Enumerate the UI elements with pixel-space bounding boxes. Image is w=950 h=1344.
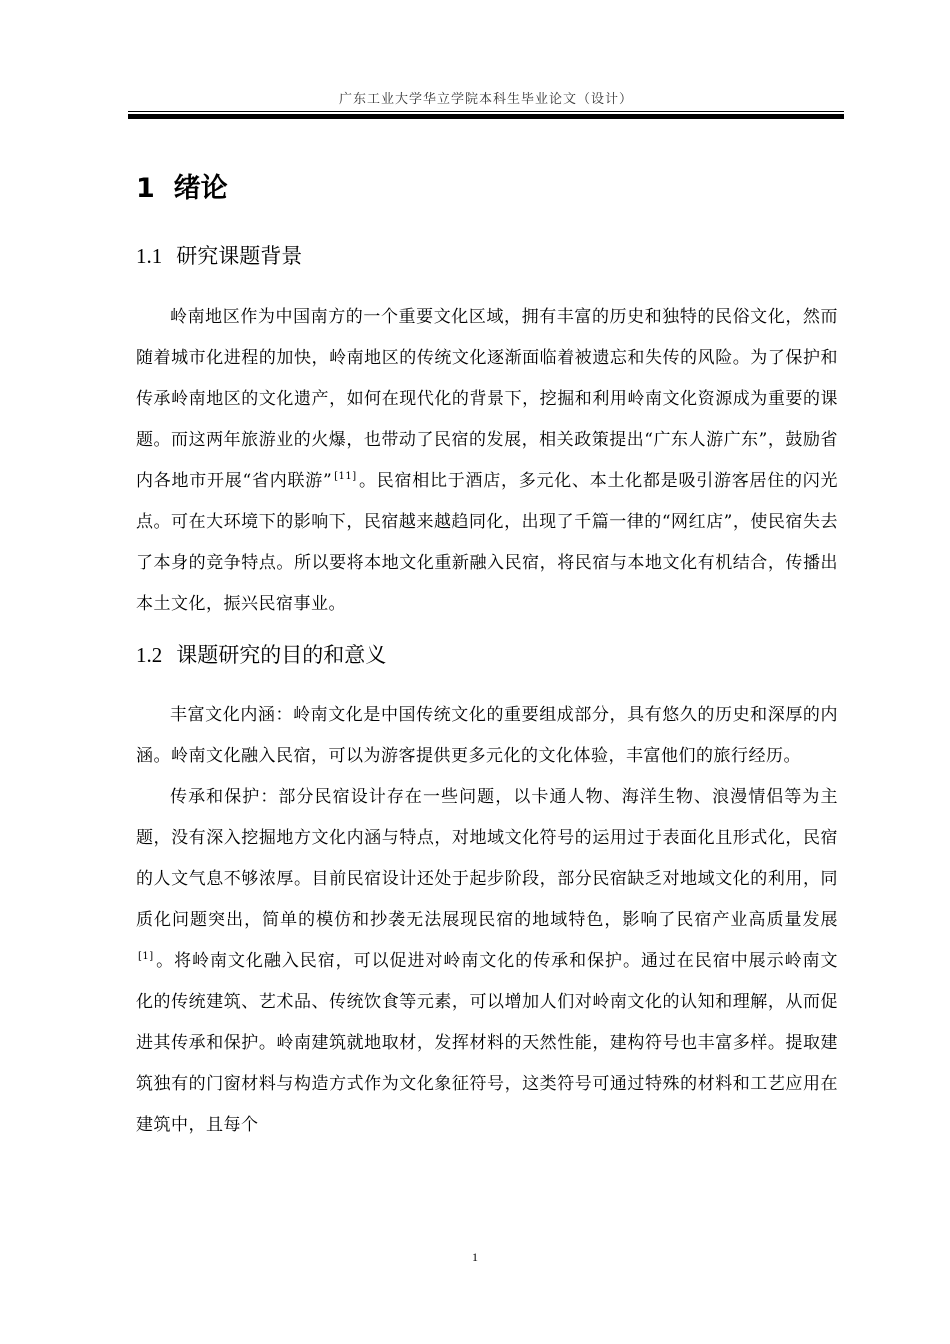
paragraph-text: 传承和保护：部分民宿设计存在一些问题，以卡通人物、海洋生物、浪漫情侣等为主题，没有深入挖掘地方文化内涵与特点，对地域文化符号的运用过于表面化且形式化，民宿的人文气息不够浓厚。目前民宿设计还处于起步阶段，部分民宿缺乏对地域文化的利用，同质化问题突出，简单的模仿和抄袭无法展现民宿的地域特色，影响了民宿产业高质量发展: [136, 787, 838, 930]
running-header: 广东工业大学华立学院本科生毕业论文（设计）: [338, 92, 633, 107]
citation-ref: [11]: [334, 471, 357, 483]
section-heading-1-2: [136, 635, 838, 675]
section-heading-1-1: [136, 236, 838, 276]
section-title: 课题研究的目的和意义: [176, 643, 387, 667]
paragraph-text: 。将岭南文化融入民宿，可以促进对岭南文化的传承和保护。通过在民宿中展示岭南文化的传统建筑、艺术品、传统饮食等元素，可以增加人们对岭南文化的认知和理解，从而促进其传承和保护。岭南建筑就地取材，发挥材料的天然性能，建构符号也丰富多样。提取建筑独有的门窗材料与构造方式作为文化象征符号，这类符号可通过特殊的材料和工艺应用在建筑中，且每个: [136, 951, 838, 1135]
paragraph-text: 岭南地区作为中国南方的一个重要文化区域，拥有丰富的历史和独特的民俗文化，然而随着城市化进程的加快，岭南地区的传统文化逐渐面临着被遗忘和失传的风险。为了保护和传承岭南地区的文化遗产，如何在现代化的背景下，挖掘和利用岭南文化资源成为重要的课题。而这两年旅游业的火爆，也带动了民宿的发展，相关政策提出“广东人游广东”，鼓励省内各地市开展“省内联游”: [136, 307, 838, 491]
section-number: 1.1: [136, 244, 163, 268]
section-title: 研究课题背景: [176, 244, 303, 268]
chapter-number: 1: [136, 173, 155, 204]
header-rule-thick: [128, 114, 844, 119]
paragraph-text: 丰富文化内涵：岭南文化是中国传统文化的重要组成部分，具有悠久的历史和深厚的内涵。岭南文化融入民宿，可以为游客提供更多元化的文化体验，丰富他们的旅行经历。: [136, 705, 838, 766]
page-number: 1: [472, 1250, 478, 1264]
page-body: [136, 162, 838, 1146]
paragraph-enrich-culture: [136, 695, 838, 777]
paragraph-text: 。民宿相比于酒店，多元化、本土化都是吸引游客居住的闪光点。可在大环境下的影响下，民宿越来越趋同化，出现了千篇一律的“网红店”，使民宿失去了本身的竞争特点。所以要将本地文化重新融入民宿，将民宿与本地文化有机结合，传播出本土文化，振兴民宿事业。: [136, 471, 838, 614]
header-rule-thin: [128, 111, 844, 112]
chapter-heading: [136, 162, 838, 216]
paragraph-inherit-protect: [136, 777, 838, 1146]
chapter-title: 绪论: [173, 173, 228, 204]
section-number: 1.2: [136, 643, 163, 667]
paragraph-background: [136, 297, 838, 625]
citation-ref: [1]: [138, 951, 154, 963]
